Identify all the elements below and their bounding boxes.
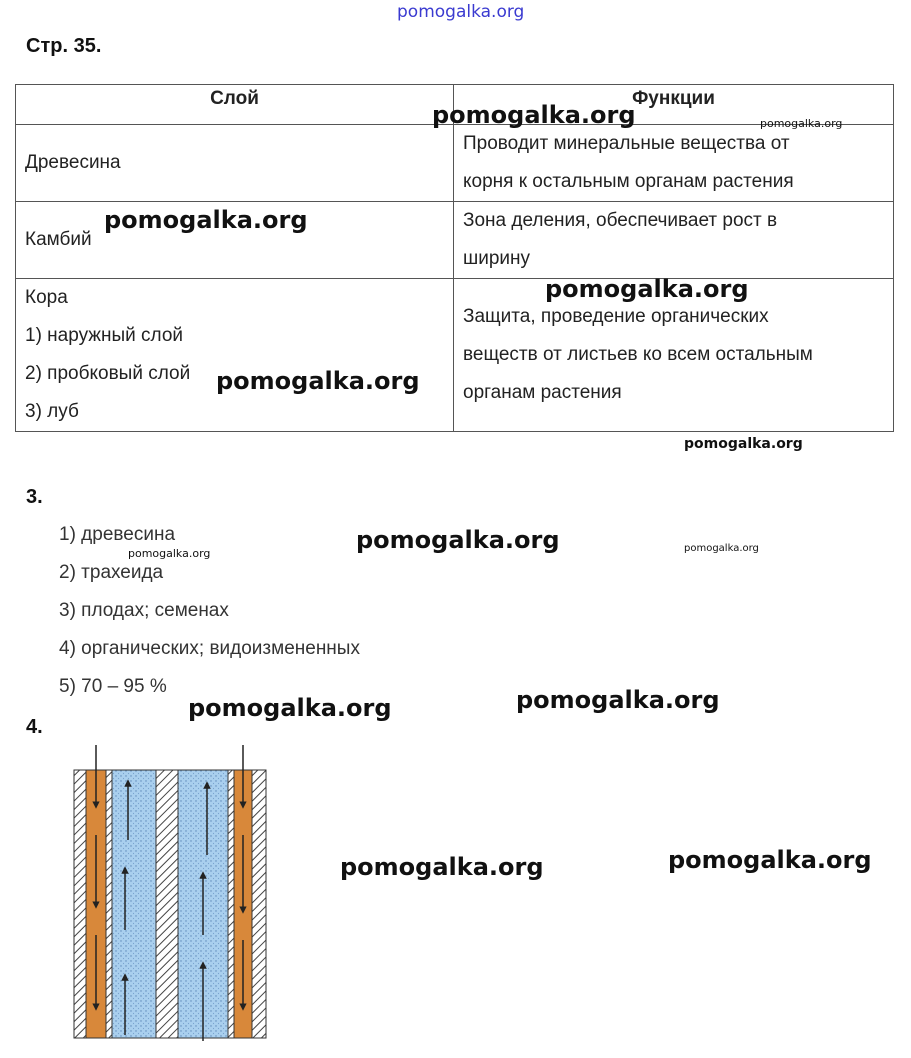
layer-name: Древесина (25, 152, 121, 173)
function-line: Проводит минеральные вещества от (463, 133, 790, 154)
layer-cell (16, 279, 454, 432)
watermark: pomogalka.org (684, 543, 759, 554)
answers-list (59, 521, 360, 711)
layer-sub: 1) наружный слой (25, 325, 184, 346)
pith (156, 770, 178, 1038)
layer-name: Камбий (25, 229, 92, 250)
watermark-top: pomogalka.org (397, 2, 525, 22)
table-row (16, 279, 894, 432)
list-item: 2) трахеида (59, 562, 164, 583)
header-functions: Функции (454, 85, 894, 125)
cambium-left (106, 770, 112, 1038)
watermark: pomogalka.org (432, 101, 636, 129)
layers-table (15, 84, 894, 432)
header-layer: Слой (16, 85, 454, 125)
function-line: ширину (463, 248, 531, 269)
watermark: pomogalka.org (516, 686, 720, 714)
watermark: pomogalka.org (760, 117, 843, 130)
watermark: pomogalka.org (216, 367, 420, 395)
watermark: pomogalka.org (684, 436, 803, 452)
watermark: pomogalka.org (128, 547, 211, 560)
stem-cross-section-drawing (70, 745, 275, 1043)
watermark: pomogalka.org (188, 694, 392, 722)
functions-cell (454, 125, 894, 202)
watermark: pomogalka.org (104, 206, 308, 234)
list-item: 1) древесина (59, 524, 176, 545)
outer-bark-right (252, 770, 266, 1038)
section-4-number: 4. (26, 716, 43, 738)
watermark: pomogalka.org (340, 853, 544, 881)
page-title: Стр. 35. (26, 35, 102, 57)
watermark: pomogalka.org (545, 275, 749, 303)
outer-bark-left (74, 770, 86, 1038)
functions-cell (454, 202, 894, 279)
function-line: Защита, проведение органических (463, 306, 769, 327)
wood-left (112, 770, 156, 1038)
watermark: pomogalka.org (668, 846, 872, 874)
cambium-right (228, 770, 234, 1038)
list-item: 5) 70 – 95 % (59, 676, 167, 697)
function-line: корня к остальным органам растения (463, 171, 794, 192)
list-item: 4) органических; видоизмененных (59, 638, 360, 659)
function-line: органам растения (463, 382, 622, 403)
watermark: pomogalka.org (356, 526, 560, 554)
layer-name: Кора (25, 287, 68, 308)
table-row (16, 125, 894, 202)
section-3-number: 3. (26, 486, 43, 508)
function-line: Зона деления, обеспечивает рост в (463, 210, 778, 231)
layer-sub: 3) луб (25, 401, 79, 422)
list-item: 3) плодах; семенах (59, 600, 229, 621)
layer-cell (16, 125, 454, 202)
layer-sub: 2) пробковый слой (25, 363, 191, 384)
function-line: веществ от листьев ко всем остальным (463, 344, 813, 365)
